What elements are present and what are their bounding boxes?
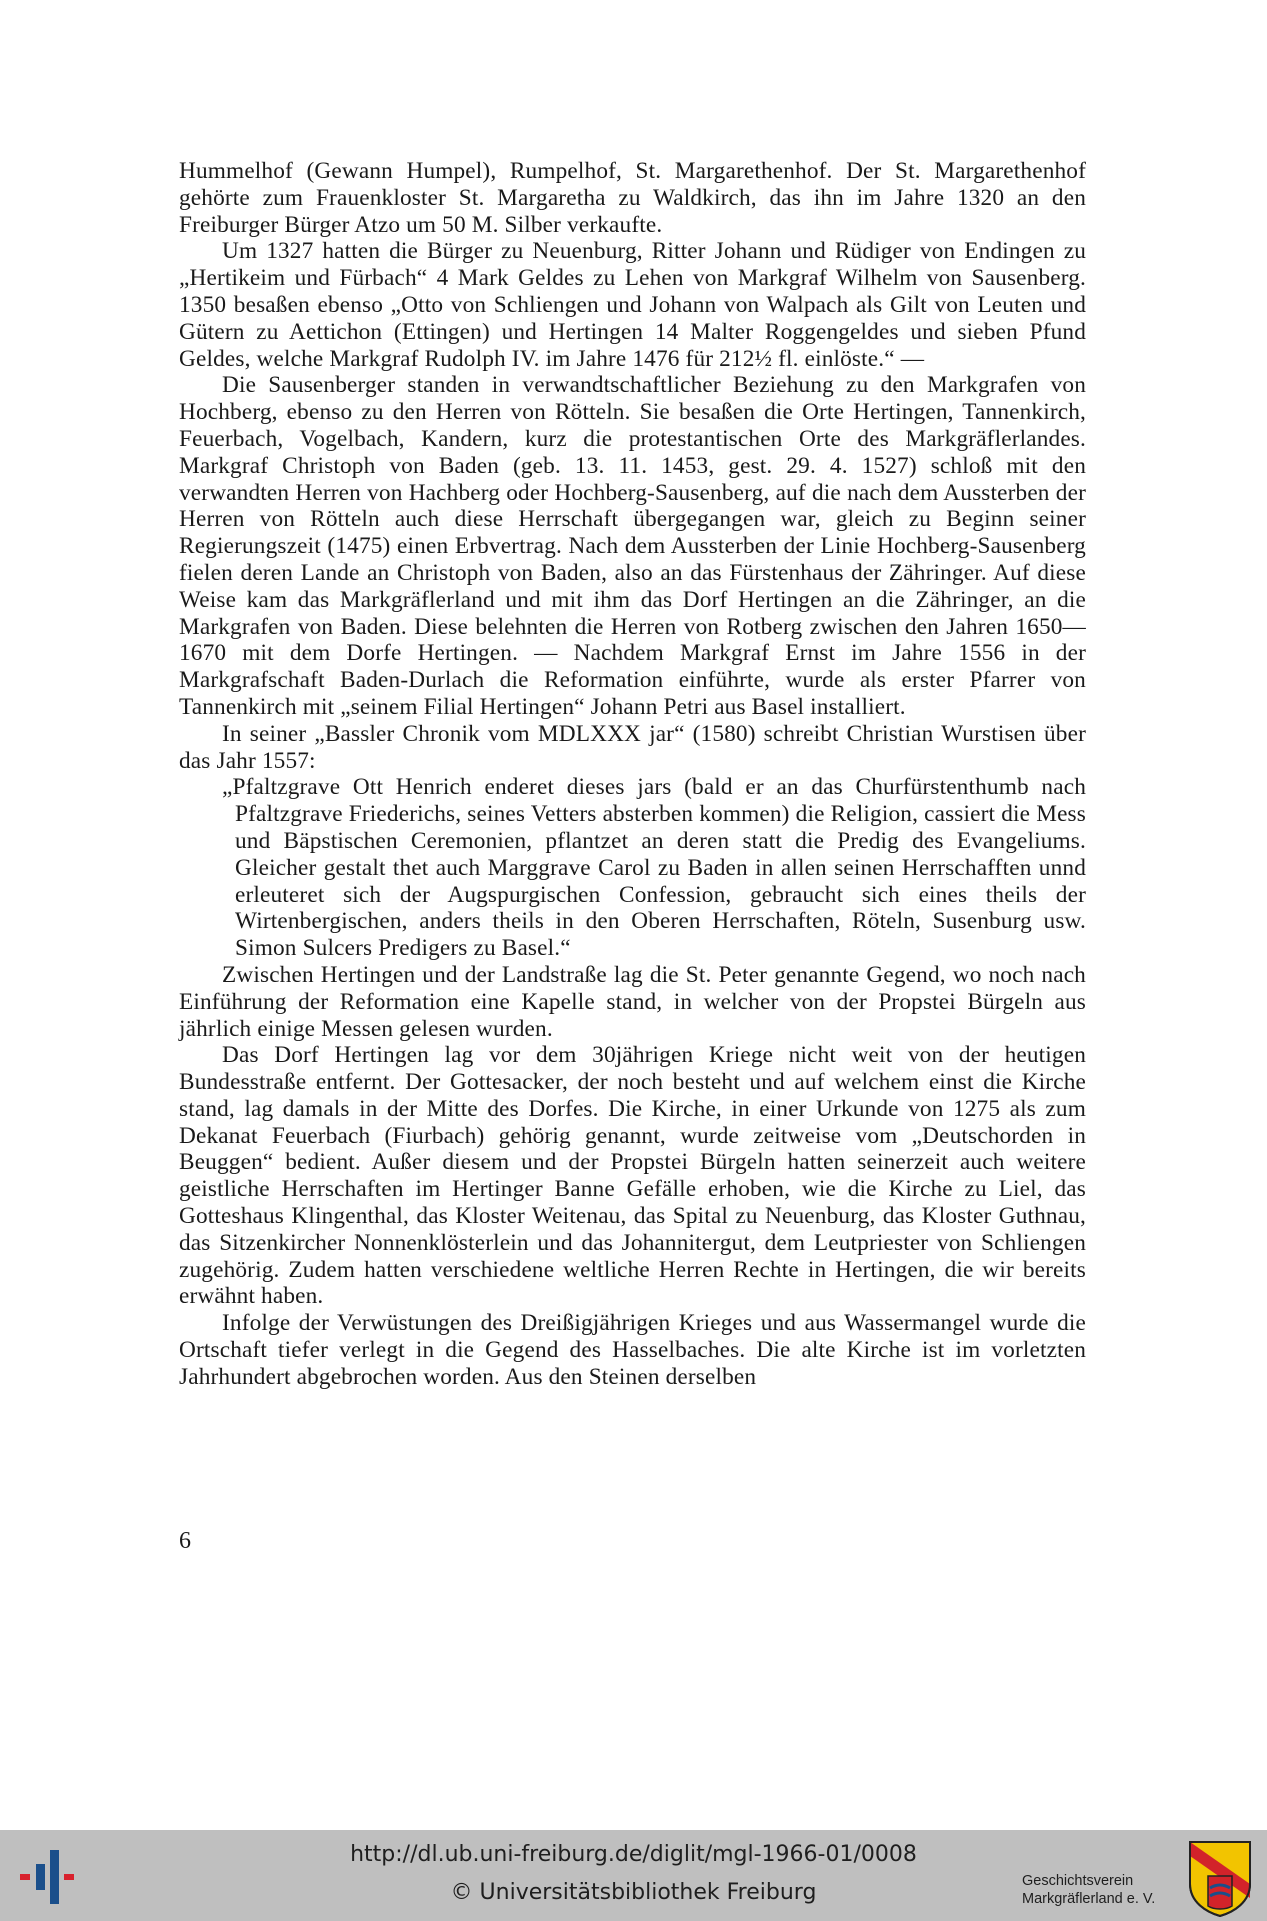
body-text (179, 158, 1086, 1391)
paragraph: Um 1327 hatten die Bürger zu Neuenburg, Ritter Johann und Rüdiger von Endingen zu „Hertikeim und Fürbach“ 4 Mark Geldes zu Lehen von Markgraf Wilhelm von Sausenberg. 1350 besaßen ebenso „Otto von Schliengen und Johann von Walpach als Gilt von Leuten und Gütern zu Aettichon (Ettingen) und Hertingen 14 Malter Roggengeldes und sieben Pfund Geldes, welche Markgraf Rudolph IV. im Jahre 1476 für 212½ fl. einlöste.“ — (179, 238, 1086, 372)
society-name (1022, 1872, 1182, 1908)
permalink-url[interactable]: http://dl.ub.uni-freiburg.de/diglit/mgl-1966-01/0008 (350, 1842, 917, 1867)
paragraph: Hummelhof (Gewann Humpel), Rumpelhof, St. Margarethenhof. Der St. Margarethenhof gehörte zum Frauenkloster St. Margaretha zu Waldkirch, das ihn im Jahre 1320 an den Freiburger Bürger Atzo um 50 M. Silber verkaufte. (179, 158, 1086, 238)
society-line-2: Markgräflerland e. V. (1022, 1891, 1156, 1907)
paragraph: Zwischen Hertingen und der Landstraße lag die St. Peter genannte Gegend, wo noch nach Einführung der Reformation eine Kapelle stand, in welcher von der Propstei Bürgeln aus jährlich einige Messen gelesen wurden. (179, 961, 1086, 1042)
page-number: 6 (179, 1528, 191, 1554)
copyright-notice: © Universitätsbibliothek Freiburg (450, 1880, 817, 1905)
paragraph: In seiner „Bassler Chronik vom MDLXXX jar“ (1580) schreibt Christian Wurstisen über das Jahr 1557: (179, 720, 1086, 774)
paragraph: Das Dorf Hertingen lag vor dem 30jährigen Kriege nicht weit von der heutigen Bundesstraße entfernt. Der Gottesacker, der noch besteht und auf welchem einst die Kirche stand, lag damals in der Mitte des Dorfes. Die Kirche, in einer Urkunde von 1275 als zum Dekanat Feuerbach (Fiurbach) gehörig genannt, wurde zeitweise vom „Deutschorden in Beuggen“ bedient. Außer diesem und der Propstei Bürgeln hatten seinerzeit auch weitere geistliche Herrschaften im Hertinger Banne Gefälle erhoben, wie die Kirche zu Liel, das Gotteshaus Klingenthal, das Kloster Weitenau, das Spital zu Neuenburg, das Kloster Guthnau, das Sitzenkircher Nonnenklösterlein und das Johannitergut, dem Leutpriester von Schliengen zugehörig. Zudem hatten verschiedene weltliche Herren Rechte in Hertingen, die wir bereits erwähnt haben. (179, 1042, 1086, 1310)
society-line-1: Geschichtsverein (1022, 1873, 1134, 1889)
block-quote: „Pfaltzgrave Ott Henrich enderet dieses jars (bald er an das Churfürstenthumb nach Pfaltzgrave Friederichs, seines Vetters absterben kommen) die Religion, cassiert die Mess und Bäpstischen Ceremonien, pflantzet an deren statt die Predig des Evangeliums. Gleicher gestalt thet auch Marggrave Carol zu Baden in allen seinen Herrschafften unnd erleuteret sich der Augspurgischen Confession, gebraucht sich eines theils der Wirtenbergischen, anders theils in den Oberen Herrschaften, Röteln, Susenburg usw. Simon Sulcers Predigers zu Basel.“ (222, 774, 1086, 962)
paragraph: Infolge der Verwüstungen des Dreißigjährigen Krieges und aus Wassermangel wurde die Ortschaft tiefer verlegt in die Gegend des Hasselbaches. Die alte Kirche ist im vorletzten Jahrhundert abgebrochen worden. Aus den Steinen derselben (179, 1310, 1086, 1390)
viewer-footer (0, 1830, 1267, 1921)
coat-of-arms-icon (1188, 1840, 1252, 1918)
paragraph: Die Sausenberger standen in verwandtschaftlicher Beziehung zu den Markgrafen von Hochberg, ebenso zu den Herren von Rötteln. Sie besaßen die Orte Hertingen, Tannenkirch, Feuerbach, Vogelbach, Kandern, kurz die protestantischen Orte des Markgräflerlandes. Markgraf Christoph von Baden (geb. 13. 11. 1453, gest. 29. 4. 1527) schloß mit den verwandten Herren von Hachberg oder Hochberg-Sausenberg, auf die nach dem Aussterben der Herren von Rötteln auch diese Herrschaft übergegangen war, gleich zu Beginn seiner Regierungszeit (1475) einen Erbvertrag. Nach dem Aussterben der Linie Hochberg-Sausenberg fielen deren Lande an Christoph von Baden, also an das Fürstenhaus der Zähringer. Auf diese Weise kam das Markgräflerland und mit ihm das Dorf Hertingen an die Zähringer, an die Markgrafen von Baden. Diese belehnten die Herren von Rotberg zwischen den Jahren 1650—1670 mit dem Dorfe Hertingen. — Nachdem Markgraf Ernst im Jahre 1556 in der Markgrafschaft Baden-Durlach die Reformation einführte, wurde als erster Pfarrer von Tannenkirch mit „seinem Filial Hertingen“ Johann Petri aus Basel installiert. (179, 372, 1086, 720)
